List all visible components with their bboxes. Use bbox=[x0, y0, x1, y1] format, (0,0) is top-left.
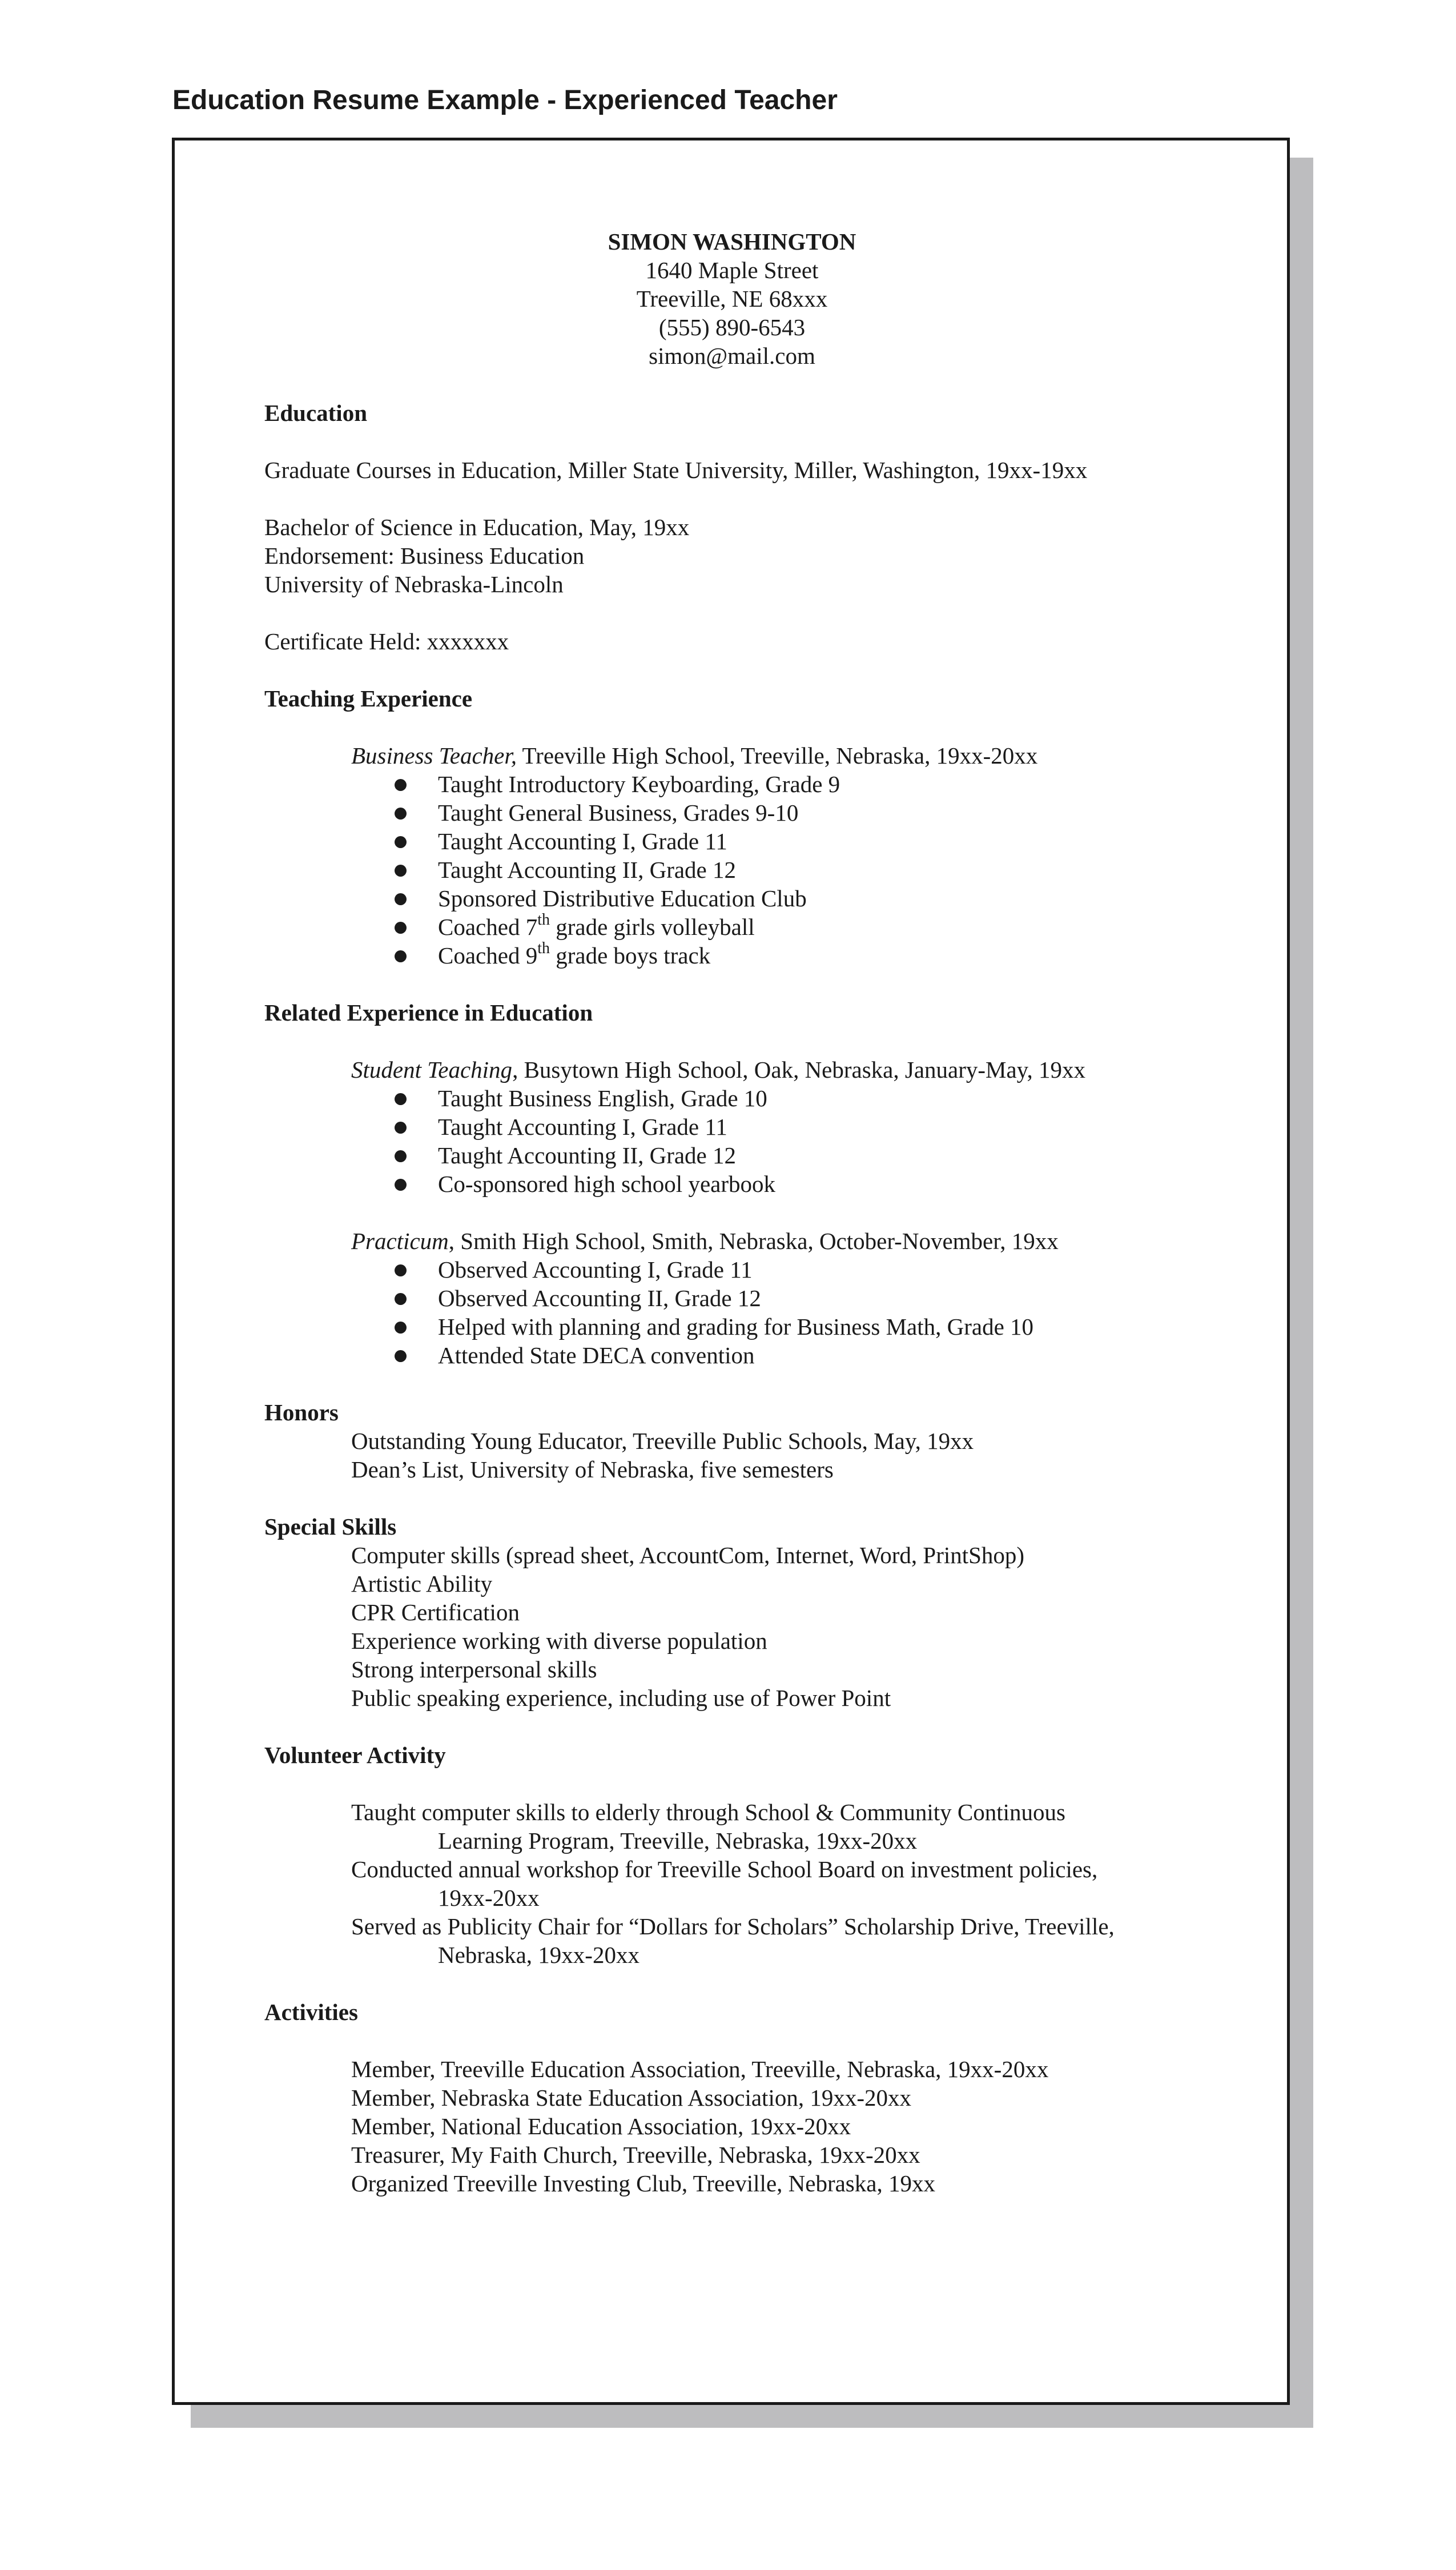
endorsement: Endorsement: Business Education bbox=[264, 543, 585, 569]
honors-heading: Honors bbox=[264, 1399, 339, 1425]
list-item: Co-sponsored high school yearbook bbox=[351, 1170, 1235, 1198]
bullet-icon bbox=[395, 836, 407, 848]
phone-number: (555) 890-6543 bbox=[658, 314, 806, 340]
list-item: Observed Accounting I, Grade 11 bbox=[351, 1255, 1235, 1284]
list-item: Computer skills (spread sheet, AccountCom, Internet, Word, PrintShop) bbox=[351, 1542, 1025, 1568]
list-item: Member, Treeville Education Association, Treeville, Nebraska, 19xx-20xx bbox=[351, 2056, 1049, 2082]
skills-heading: Special Skills bbox=[264, 1513, 397, 1540]
list-item: Coached 7th grade girls volleyball bbox=[351, 913, 1235, 941]
teaching-position bbox=[264, 741, 1235, 770]
list-item: Taught Business English, Grade 10 bbox=[351, 1084, 1235, 1113]
list-item: Taught Accounting I, Grade 11 bbox=[351, 1113, 1235, 1141]
bullet-icon bbox=[395, 1322, 407, 1334]
list-item: Taught Accounting II, Grade 12 bbox=[351, 856, 1235, 884]
list-item: Sponsored Distributive Education Club bbox=[351, 884, 1235, 913]
list-item: Treasurer, My Faith Church, Treeville, Nebraska, 19xx-20xx bbox=[351, 2142, 920, 2168]
page-title: Education Resume Example - Experienced Teacher bbox=[172, 85, 838, 115]
bullet-icon bbox=[395, 1179, 407, 1191]
teaching-duties bbox=[264, 770, 1235, 970]
list-item: Experience working with diverse population bbox=[351, 1628, 767, 1654]
practicum-duties bbox=[264, 1255, 1235, 1370]
student-teaching-duties bbox=[264, 1084, 1235, 1198]
list-item: Artistic Ability bbox=[351, 1571, 493, 1597]
volunteer-heading: Volunteer Activity bbox=[264, 1742, 446, 1768]
bullet-icon bbox=[395, 1093, 407, 1105]
list-item: Helped with planning and grading for Business Math, Grade 10 bbox=[351, 1312, 1235, 1341]
list-item: Taught Accounting I, Grade 11 bbox=[351, 827, 1235, 856]
graduate-courses: Graduate Courses in Education, Miller State University, Miller, Washington, 19xx-19xx bbox=[264, 457, 1088, 483]
education-heading: Education bbox=[264, 400, 367, 426]
related-heading: Related Experience in Education bbox=[264, 999, 593, 1026]
student-teaching-place: , Busytown High School, Oak, Nebraska, January-May, 19xx bbox=[512, 1057, 1086, 1083]
bullet-icon bbox=[395, 950, 407, 962]
bullet-icon bbox=[395, 865, 407, 877]
candidate-name: SIMON WASHINGTON bbox=[608, 228, 856, 255]
list-item: Member, Nebraska State Education Association, 19xx-20xx bbox=[351, 2085, 911, 2111]
list-item: Taught Introductory Keyboarding, Grade 9 bbox=[351, 770, 1235, 798]
practicum-role: Practicum bbox=[351, 1228, 449, 1254]
list-item: Public speaking experience, including use of Power Point bbox=[351, 1685, 891, 1711]
practicum-position bbox=[264, 1227, 1235, 1255]
bullet-icon bbox=[395, 808, 407, 820]
list-item: Served as Publicity Chair for “Dollars for Scholars” Scholarship Drive, Treeville, Nebraska, 19xx-20xx bbox=[351, 1913, 1115, 1968]
university: University of Nebraska-Lincoln bbox=[264, 571, 564, 597]
bullet-icon bbox=[395, 1150, 407, 1162]
list-item: Organized Treeville Investing Club, Treeville, Nebraska, 19xx bbox=[351, 2170, 935, 2196]
list-item: Taught computer skills to elderly through School & Community Continuous Learning Program, Treeville, Nebraska, 19xx-20xx bbox=[351, 1799, 1065, 1854]
contact-block bbox=[264, 227, 1200, 370]
bullet-icon bbox=[395, 1264, 407, 1276]
list-item: Conducted annual workshop for Treeville School Board on investment policies, 19xx-20xx bbox=[351, 1856, 1098, 1911]
bullet-icon bbox=[395, 1122, 407, 1134]
teaching-heading: Teaching Experience bbox=[264, 685, 473, 712]
resume-content bbox=[264, 227, 1235, 2198]
teaching-place: Treeville High School, Treeville, Nebraska, 19xx-20xx bbox=[517, 742, 1038, 769]
bullet-icon bbox=[395, 922, 407, 934]
bullet-icon bbox=[395, 779, 407, 791]
practicum-place: , Smith High School, Smith, Nebraska, October-November, 19xx bbox=[448, 1228, 1059, 1254]
list-item: Coached 9th grade boys track bbox=[351, 941, 1235, 970]
degree: Bachelor of Science in Education, May, 19xx bbox=[264, 514, 690, 540]
list-item: Taught Accounting II, Grade 12 bbox=[351, 1141, 1235, 1170]
list-item: Taught General Business, Grades 9-10 bbox=[351, 798, 1235, 827]
email-address: simon@mail.com bbox=[649, 343, 815, 369]
list-item: Observed Accounting II, Grade 12 bbox=[351, 1284, 1235, 1312]
list-item: Attended State DECA convention bbox=[351, 1341, 1235, 1370]
student-teaching-role: Student Teaching bbox=[351, 1057, 513, 1083]
student-teaching-position bbox=[264, 1055, 1235, 1084]
bullet-icon bbox=[395, 1350, 407, 1362]
list-item: Dean’s List, University of Nebraska, five semesters bbox=[351, 1456, 834, 1483]
teaching-role: Business Teacher, bbox=[351, 742, 517, 769]
bullet-icon bbox=[395, 893, 407, 905]
list-item: Strong interpersonal skills bbox=[351, 1656, 597, 1682]
city-state-zip: Treeville, NE 68xxx bbox=[636, 286, 828, 312]
activities-heading: Activities bbox=[264, 1999, 358, 2025]
certificate: Certificate Held: xxxxxxx bbox=[264, 628, 509, 654]
bullet-icon bbox=[395, 1293, 407, 1305]
list-item: Member, National Education Association, 19xx-20xx bbox=[351, 2113, 851, 2139]
list-item: CPR Certification bbox=[351, 1599, 520, 1625]
list-item: Outstanding Young Educator, Treeville Public Schools, May, 19xx bbox=[351, 1428, 974, 1454]
street-address: 1640 Maple Street bbox=[645, 257, 819, 283]
